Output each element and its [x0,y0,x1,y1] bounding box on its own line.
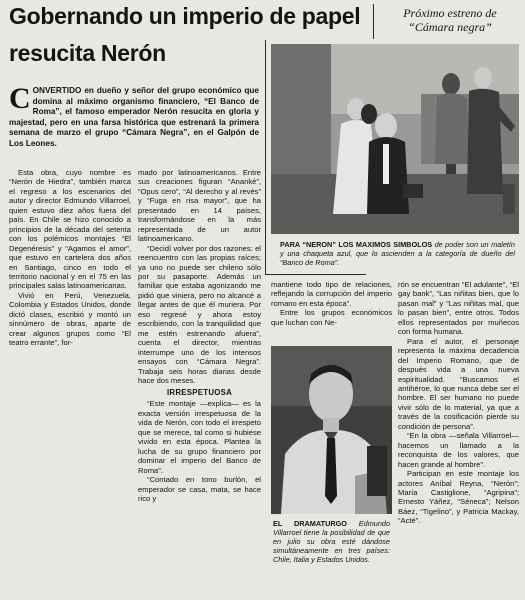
col2-paragraph-3: “Este montaje —explica— es la exacta versión irrespetuosa de la vida de Nerón, con todo el irrespeto que se merece, tal como si hubiese vivido en esta época. Plantea la lucha de su grupo financiero por dominar el imperio del Banco de Roma”. [138,399,261,475]
portrait-photo [271,346,392,514]
lead-text: ONVERTIDO en dueño y señor del grupo económico que domina al máximo organismo financiero, “El Banco de Roma”, el famoso emperador Nerón resucita en gloria y majestad, pero en una farsa histórica que estrenará la primera semana de marzo el grupo “Cámara Negra”, en el Galpón de Los Leones. [9,86,259,148]
col2-paragraph-2: “Decidí volver por dos razones: el reencuentro con las propias raíces; ya uno no puede ser chileno sólo por su pasaporte. Además un familiar que estaba agonizando me pidió que viniera, pero no alcancé a llegar antes de que él muriera. Por eso regresé y ahora estoy escribiendo, con la tranquilidad que me estén estrenando afuera”, cuenta el director, mientras interrumpe uno de los intensos ensayos con “Cámara Negra”. Trabaja seis horas diarias desde hace dos meses. [138,243,261,385]
caption2-lead: EL DRAMATURGO [273,519,347,528]
caption1-text: de poder son un maletín y una chaqueta azul, que lo ascienden a la categoría de dueño del “Banco de Roma”. [280,240,515,267]
column-1 [9,168,131,348]
kicker-divider [373,4,374,39]
headline-line-2: resucita Nerón [9,40,166,66]
kicker-line-2: “Cámara negra” [408,20,492,34]
portrait-photo-image [271,346,392,514]
col3-paragraph-1: mantiene todo tipo de relaciones, reflejando la corrupción del imperio romano en esta época”. [271,280,392,308]
lead-divider [265,40,266,275]
col2-paragraph-1: mado por latinoamericanos. Entre sus creaciones figuran “Ananké”, “Opus cero”, “Al derecho y al revés” y “Fuga en risa mayor”, que ha presentado en 14 países, transformándose en la más representada de un autor latinoamericano. [138,168,261,244]
col1-paragraph-1: Esta obra, cuyo nombre es “Nerón de Hiedra”, también marca el regreso a los escenarios del autor y director Edmundo Villarroel, quien estuvo diez años fuera del país. En Chile se hizo conocido a principios de la década del setenta con los polémicos montajes “El Degenéresis” y “Agamos el amor”, que estuvo en cartelera dos años en Santiago, cinco en todo el territorio nacional y en el 75 en las principales salas latinoamericanas. [9,168,131,291]
rehearsal-photo [271,44,519,234]
caption1-lead: PARA “NERON” LOS MAXIMOS SIMBOLOS [280,240,433,249]
column-3 [271,280,392,327]
col4-paragraph-1: rón se encuentran “El adulante”, “El gay bank”, “Las niñitas bien, que lo pasan mal” y “Las niñitas mal, que lo pasan bien”, entre otros. Todos ellos representados por muñecos con forma humana. [398,280,519,337]
photo-caption-1 [280,240,515,267]
col2-paragraph-4: “Contado en tono burlón, el emperador se casa, mata, se hace rico y [138,475,261,503]
lead-paragraph [9,82,259,150]
drop-cap: C [9,82,31,115]
caption2-text: Edmundo Villarroel tiene la posibilidad de que en julio su obra esté dándose simultáneamente en tres países: Chile, Italia y Estados Unidos. [273,519,391,564]
section-rule [266,274,366,275]
col3-paragraph-2: Entre los grupos económicos que luchan con Ne- [271,308,392,327]
headline-line-1: Gobernando un imperio de papel [9,3,361,29]
column-2 [138,168,261,503]
kicker [380,6,520,34]
rehearsal-photo-image [271,44,519,234]
column-4 [398,280,519,526]
subhead-irrespetuosa: IRRESPETUOSA [166,388,233,398]
kicker-line-1: Próximo estreno de [403,6,497,20]
col4-paragraph-2: Para el autor, el personaje representa la máxima decadencia del Imperio Romano, que de después vida a una nueva espiritualidad. “Buscamos el antihéroe, lo que nunca debe ser el hombre. El ser humano no puede vivir sólo de lo material, ya que a través de la cosificación pierde su condición de persona”. [398,336,519,431]
photo-caption-2 [273,519,390,564]
col4-paragraph-4: Participan en este montaje los actores Aníbal Reyna, “Nerón”; María Castiglione, “Agripina”; Ernesto Yáñez, “Séneca”; Nelson Báez, “Tigelino”, y Patricia Mackay, “Acté”. [398,469,519,526]
col1-paragraph-2: Vivió en Perú, Venezuela, Colombia y Estados Unidos, donde dictó clases, escribió y montó un sinnúmero de obras, aparte de crear algunos grupos como “El teatro errante”, for- [9,290,131,348]
col4-paragraph-3: “En la obra —señala Villarroel— hacemos un llamado a la reconquista de los valores, que hacen grande al hombre”. [398,431,519,469]
